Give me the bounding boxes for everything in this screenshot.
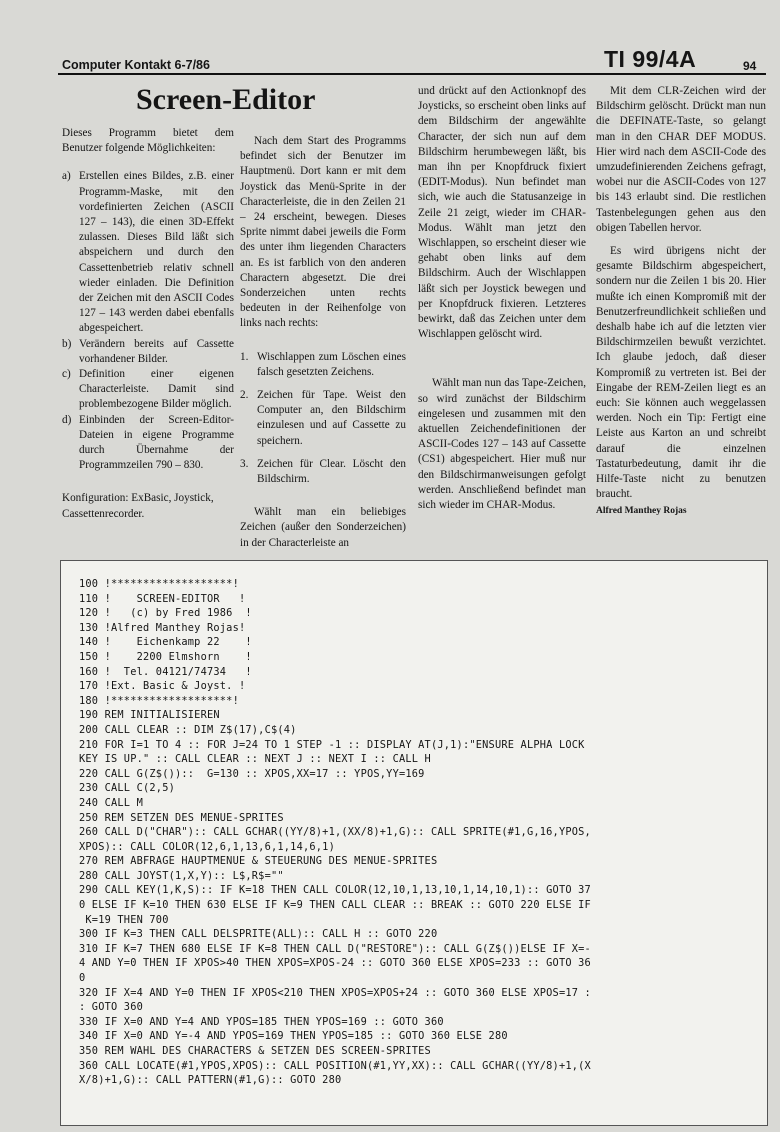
feature-list (62, 169, 234, 473)
column-3 (418, 84, 586, 513)
code-line: 200 CALL CLEAR :: DIM Z$(17),C$(4) (79, 723, 297, 736)
code-line: 320 IF X=4 AND Y=0 THEN IF XPOS<210 THEN XPOS=XPOS+24 :: GOTO 360 ELSE XPOS=17 : (79, 986, 591, 999)
code-line: 340 IF X=0 AND Y=-4 AND YPOS=169 THEN YPOS=185 :: GOTO 360 ELSE 280 (79, 1030, 508, 1043)
code-line: 0 ELSE IF K=10 THEN 630 ELSE IF K=9 THEN CALL CLEAR :: BREAK :: GOTO 220 ELSE IF (79, 899, 591, 912)
clear-paragraph: Mit dem CLR-Zeichen wird der Bildschirm gelöscht. Drückt man nun die DEFINATE-Taste, so gelangt man in den CHAR DEF MODUS. Hier wird nach dem ASCII-Code des umzudefinierenden Zeichens gefragt, wobei nur die ASCII-Codes von 127 bis 143 erlaubt sind. Die restlichen Tastenbelegungen gehen aus den obigen Tabellen hervor. (596, 85, 766, 234)
code-line: 0 (79, 972, 86, 985)
code-line: 310 IF K=7 THEN 680 ELSE IF K=8 THEN CALL D("RESTORE"):: CALL G(Z$())ELSE IF X=- (79, 942, 591, 955)
code-line: 230 CALL C(2,5) (79, 782, 175, 795)
code-line: 260 CALL D("CHAR"):: CALL GCHAR((YY/8)+1,(XX/8)+1,G):: CALL SPRITE(#1,G,16,YPOS, (79, 826, 591, 839)
code-line: 110 ! SCREEN-EDITOR ! (79, 592, 246, 605)
author-name: Alfred Manthey Rojas (596, 506, 687, 517)
code-line: 100 !*******************! (79, 578, 239, 590)
page-number: 94 (743, 59, 757, 73)
column-4 (596, 84, 766, 520)
code-line: 250 REM SETZEN DES MENUE-SPRITES (79, 811, 284, 824)
code-line: 120 ! (c) by Fred 1986 ! (79, 607, 252, 620)
tape-paragraph: Wählt man nun das Tape-Zeichen, so wird zunächst der Bildschirm eingelesen und zusammen mit den aktuellen Zeichendefinitionen der ASCII-Codes 127 – 143 auf Cassette (CS1) abgespeichert. Hier muß nur den Bildschirmanweisungen gefolgt werden. Anschließend befindet man sich wieder im CHAR-Modus. (418, 377, 586, 512)
save-note-paragraph: Es wird übrigens nicht der gesamte Bildschirm abgespeichert, sondern nur die Zeilen 1 bis 20. Hier mußte ich einen Kompromiß mit der Benutzerfreundlichkeit schließen und deshalb habe ich auf die letzten vier Bildschirmzeilen bewußt verzichtet. Ich glaube jedoch, daß dieser Kompromiß zu vertreten ist. Bei der Eingabe der REM-Zeilen liegt es an euch: Sie können auch weggelassen werden. Noch ein Tip: Fertigt eine Leiste aus Karton an und schreibt darauf die einzelnen Tastaturbedeutung, damit ihr die Hilfe-Taste nicht zu benutzen braucht. (596, 245, 766, 501)
code-line: 180 !*******************! (79, 694, 239, 707)
intro-paragraph: Dieses Programm bietet dem Benutzer folgende Möglichkeiten: (62, 127, 234, 155)
code-line: 270 REM ABFRAGE HAUPTMENUE & STEUERUNG DES MENUE-SPRITES (79, 855, 438, 868)
list-item: 3. Zeichen für Clear. Löscht den Bildschirm. (240, 457, 406, 486)
edit-mode-paragraph: und drückt auf den Actionknopf des Joysticks, so erscheint oben links auf dem Bildschirm der angewählte Character, der sich nun auf dem Bildschirm herumbewegen läßt, bis man ihn per Knopfdruck fixiert (EDIT-Modus). Nun befindet man sich, wie auch die Statusanzeige in Zeile 21 zeigt, wieder im CHAR-Modus. Wählt man jetzt den Wischlappen, so erscheint dieser wie gehabt oben links auf dem Bildschirm. Auch der Wischlappen läßt sich per Joystick bewegen und per Knopfdruck fixieren. Letzteres bewirkt, daß das Zeichen unter dem Wischlappen gelöscht wird. (418, 85, 586, 341)
program-listing (60, 560, 768, 1126)
list-item: d) Einbinden der Screen-Editor-Dateien in eigene Programme durch Übernahme der Programmzeilen 790 – 830. (62, 413, 234, 472)
special-chars-list (240, 350, 406, 488)
code-line: 330 IF X=0 AND Y=4 AND YPOS=185 THEN YPOS=169 :: GOTO 360 (79, 1015, 444, 1028)
list-item: c) Definition einer eigenen Characterleiste. Damit sind problembezogene Bilder möglich. (62, 368, 234, 411)
code-line: 290 CALL KEY(1,K,S):: IF K=18 THEN CALL COLOR(12,10,1,13,10,1,14,10,1):: GOTO 37 (79, 884, 591, 897)
code-line: 4 AND Y=0 THEN IF XPOS>40 THEN XPOS=XPOS-24 :: GOTO 360 ELSE XPOS=233 :: GOTO 36 (79, 957, 591, 970)
configuration-paragraph: Konfiguration: ExBasic, Joystick, Cassettenrecorder. (62, 492, 214, 520)
code-line: 140 ! Eichenkamp 22 ! (79, 636, 252, 649)
code-line: X/8)+1,G):: CALL PATTERN(#1,G):: GOTO 280 (79, 1074, 342, 1087)
list-item: 2. Zeichen für Tape. Weist den Computer an, den Bildschirm einzulesen und auf Cassette zu speichern. (240, 389, 406, 447)
selection-paragraph: Wählt man ein beliebiges Zeichen (außer den Sonderzeichen) in der Characterleiste an (240, 506, 406, 549)
code-line: 160 ! Tel. 04121/74734 ! (79, 665, 252, 678)
system-label: TI 99/4A (604, 46, 697, 72)
menu-paragraph: Nach dem Start des Programms befindet sich der Benutzer im Hauptmenü. Dort kann er mit dem Joystick das Menü-Sprite in der Characterleiste, die in den Zeilen 21 – 24 erscheint, bewegen. Dieses Sprite nimmt dabei jeweils die Form des unter ihm liegenden Characters an. Es ist farblich von den anderen Charactern abgesetzt. Die drei Sonderzeichen unten rechts bedeuten in der Reihenfolge von links nach rechts: (240, 135, 406, 330)
column-1 (62, 126, 234, 522)
list-item: 1. Wischlappen zum Löschen eines falsch gesetzten Zeichens. (240, 350, 406, 378)
code-line: 150 ! 2200 Elmshorn ! (79, 650, 252, 663)
magazine-issue: Computer Kontakt 6-7/86 (62, 58, 210, 72)
code-line: 170 !Ext. Basic & Joyst. ! (79, 680, 246, 693)
list-item: a) Erstellen eines Bildes, z.B. einer Programm-Maske, mit den vordefinierten Zeichen (ASCII 127 – 143), die einen 3D-Effekt zulassen. Dieses Bild läßt sich abspeichern und durch den Cassettenbetrieb relativ schnell wieder einladen. Die Definition der Zeichen mit den ASCII Codes 127 – 143 werden dabei ebenfalls abgespeichert. (62, 170, 234, 335)
list-item: b) Verändern bereits auf Cassette vorhandener Bilder. (62, 337, 234, 365)
code-line: XPOS):: CALL COLOR(12,6,1,13,6,1,14,6,1) (79, 840, 335, 853)
code-line: 360 CALL LOCATE(#1,YPOS,XPOS):: CALL POSITION(#1,YY,XX):: CALL GCHAR((YY/8)+1,(X (79, 1059, 591, 1072)
code-line: : GOTO 360 (79, 1001, 143, 1014)
code-line: 220 CALL G(Z$()):: G=130 :: XPOS,XX=17 :: YPOS,YY=169 (79, 767, 425, 780)
code-line: 240 CALL M (79, 796, 143, 809)
code-line: 210 FOR I=1 TO 4 :: FOR J=24 TO 1 STEP -1 :: DISPLAY AT(J,1):"ENSURE ALPHA LOCK (79, 738, 585, 751)
listing-text (79, 577, 759, 1088)
code-line: 350 REM WAHL DES CHARACTERS & SETZEN DES SCREEN-SPRITES (79, 1045, 431, 1057)
article-title: Screen-Editor (136, 83, 316, 116)
code-line: 280 CALL JOYST(1,X,Y):: L$,R$="" (79, 869, 284, 882)
code-line: 190 REM INITIALISIEREN (79, 709, 220, 722)
code-line: K=19 THEN 700 (79, 913, 169, 926)
code-line: KEY IS UP." :: CALL CLEAR :: NEXT J :: NEXT I :: CALL H (79, 753, 431, 766)
code-line: 300 IF K=3 THEN CALL DELSPRITE(ALL):: CALL H :: GOTO 220 (79, 928, 438, 941)
column-2 (240, 134, 406, 551)
header-rule (58, 73, 766, 75)
code-line: 130 !Alfred Manthey Rojas! (79, 621, 246, 634)
